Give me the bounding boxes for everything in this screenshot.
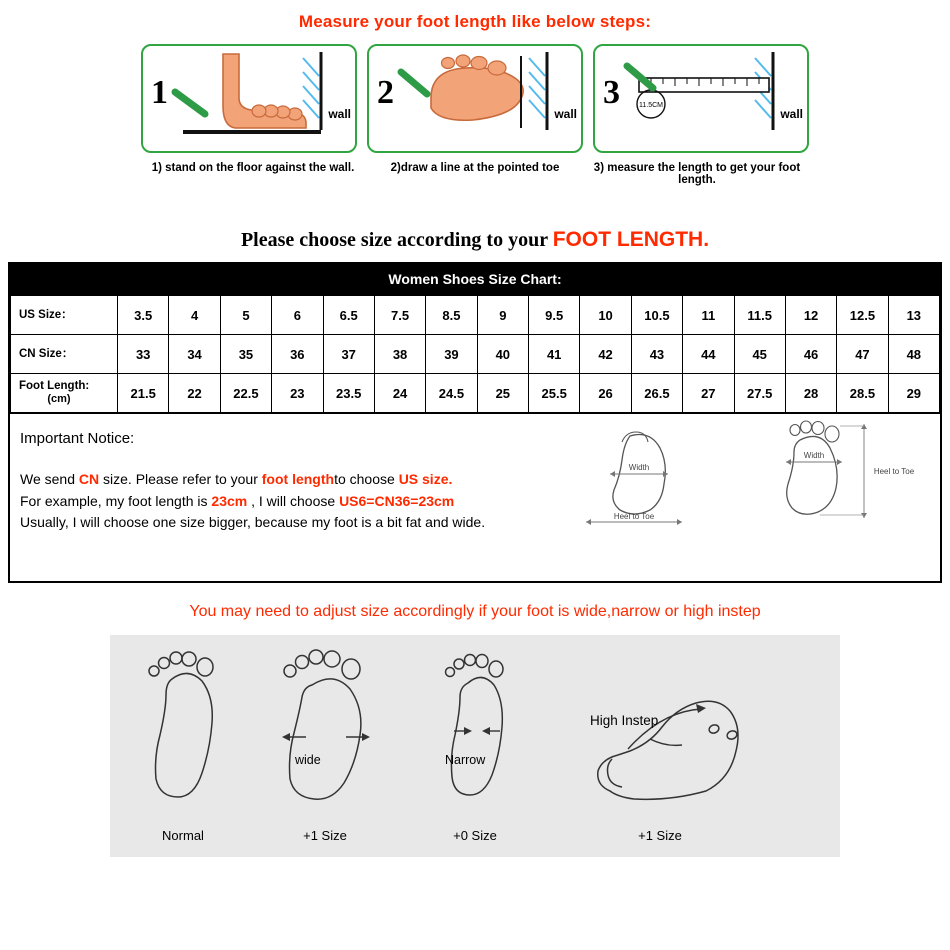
cell-us-0: 3.5: [118, 296, 169, 335]
cell-len-2: 22.5: [220, 374, 271, 413]
step-1-wall-label: wall: [328, 107, 351, 121]
cell-cn-15: 48: [888, 335, 939, 374]
cell-cn-13: 46: [785, 335, 836, 374]
step-3-illustration: [595, 46, 803, 147]
choose-size-heading: [0, 228, 950, 252]
cell-us-5: 7.5: [374, 296, 425, 335]
choose-size-highlight: FOOT LENGTH.: [552, 228, 710, 251]
table-row: [11, 374, 940, 413]
width-label-1: Width: [628, 463, 650, 472]
step-3-measure-value: 11.5CM: [639, 102, 663, 109]
cell-us-12: 11.5: [734, 296, 785, 335]
cell-cn-8: 41: [529, 335, 580, 374]
cell-len-13: 28: [785, 374, 836, 413]
cell-len-15: 29: [888, 374, 939, 413]
cell-len-5: 24: [374, 374, 425, 413]
row-label-us-size-text: US Size：: [19, 308, 73, 321]
cell-len-12: 27.5: [734, 374, 785, 413]
step-3-wall-label: wall: [780, 107, 803, 121]
cell-len-11: 27: [683, 374, 734, 413]
size-chart-title: Women Shoes Size Chart:: [10, 264, 940, 295]
row-label-foot-length: [11, 374, 118, 413]
notice-cn-token: CN: [78, 471, 100, 487]
row-label-foot-length-text: Foot Length:: [19, 379, 90, 392]
cell-us-14: 12.5: [837, 296, 888, 335]
foot-measure-diagram: [564, 418, 924, 543]
cell-cn-6: 39: [426, 335, 477, 374]
choose-size-prefix: Please choose size according to your: [240, 229, 553, 251]
step-3-number: 3: [603, 74, 620, 111]
row-label-foot-length-unit: (cm): [47, 393, 71, 406]
step-1-number: 1: [151, 74, 168, 111]
cell-us-4: 6.5: [323, 296, 374, 335]
heel-to-toe-label-1: Heel to Toe: [613, 512, 655, 521]
foot-types-illustration: [110, 639, 840, 839]
notice-example-length: 23cm: [211, 492, 248, 509]
foot-type-caption-high-instep: +1 Size: [638, 828, 682, 843]
cell-cn-11: 44: [683, 335, 734, 374]
notice-footlength-token: foot length: [261, 471, 335, 487]
notice-title: Important Notice:: [20, 430, 135, 447]
cell-len-9: 26: [580, 374, 631, 413]
adjust-title: You may need to adjust size accordingly if your foot is wide,narrow or high instep: [189, 603, 761, 620]
cell-us-2: 5: [220, 296, 271, 335]
width-label-2: Width: [803, 451, 825, 460]
cell-cn-12: 45: [734, 335, 785, 374]
cell-len-14: 28.5: [837, 374, 888, 413]
notice-line-3: Usually, I will choose one size bigger, because my foot is a bit fat and wide.: [20, 514, 486, 531]
cell-cn-9: 42: [580, 335, 631, 374]
step-2-caption: 2)draw a line at the pointed toe: [390, 162, 560, 174]
notice-l1-p2: size. Please refer to your: [99, 471, 262, 487]
notice-l1-p1: We send: [20, 471, 79, 487]
cell-cn-0: 33: [118, 335, 169, 374]
cell-cn-10: 43: [631, 335, 682, 374]
cell-cn-2: 35: [220, 335, 271, 374]
cell-us-9: 10: [580, 296, 631, 335]
heel-to-toe-label-2: Heel to Toe: [873, 467, 915, 476]
cell-us-13: 12: [785, 296, 836, 335]
measure-step-1: [141, 44, 357, 153]
measure-steps-row: [0, 44, 950, 153]
cell-len-1: 22: [169, 374, 220, 413]
cell-len-7: 25: [477, 374, 528, 413]
cell-us-11: 11: [683, 296, 734, 335]
row-label-cn-size: [11, 335, 118, 374]
cell-us-6: 8.5: [426, 296, 477, 335]
foot-type-caption-wide: +1 Size: [303, 828, 347, 843]
foot-type-caption-narrow: +0 Size: [453, 828, 497, 843]
foot-type-caption-normal: Normal: [162, 828, 204, 843]
notice-l2-p1: For example, my foot length is: [20, 492, 212, 509]
cell-len-10: 26.5: [631, 374, 682, 413]
cell-len-4: 23.5: [323, 374, 374, 413]
measure-title: Measure your foot length like below steps:: [298, 12, 652, 31]
measure-step-2: [367, 44, 583, 153]
high-instep-inner-label: High Instep: [590, 713, 659, 728]
step-1-illustration: [143, 46, 351, 147]
step-2-wall-label: wall: [554, 107, 577, 121]
size-chart-table: [10, 295, 940, 413]
step-2-number: 2: [377, 74, 394, 111]
step-3-caption: 3) measure the length to get your foot length.: [593, 162, 801, 186]
notice-example-equation: US6=CN36=23cm: [339, 492, 455, 509]
cell-cn-1: 34: [169, 335, 220, 374]
cell-us-8: 9.5: [529, 296, 580, 335]
table-row: [11, 335, 940, 374]
cell-cn-5: 38: [374, 335, 425, 374]
step-2-illustration: [369, 46, 577, 147]
cell-len-0: 21.5: [118, 374, 169, 413]
row-label-us-size: [11, 296, 118, 335]
cell-us-7: 9: [477, 296, 528, 335]
step-1-caption: 1) stand on the floor against the wall.: [151, 162, 355, 174]
notice-l2-p2: , I will choose: [247, 492, 340, 509]
cell-us-3: 6: [272, 296, 323, 335]
cell-len-3: 23: [272, 374, 323, 413]
cell-us-10: 10.5: [631, 296, 682, 335]
cell-cn-7: 40: [477, 335, 528, 374]
cell-len-8: 25.5: [529, 374, 580, 413]
cell-len-6: 24.5: [426, 374, 477, 413]
cell-cn-14: 47: [837, 335, 888, 374]
cell-cn-3: 36: [272, 335, 323, 374]
adjust-panel: [110, 635, 840, 857]
row-label-cn-size-text: CN Size：: [19, 347, 74, 360]
notice-l1-p3: to choose: [334, 471, 399, 487]
size-chart: [8, 262, 942, 583]
measure-step-3: [593, 44, 809, 153]
measure-captions-row: [0, 162, 950, 186]
table-row: [11, 296, 940, 335]
narrow-inner-label: Narrow: [445, 753, 486, 767]
wide-inner-label: wide: [295, 753, 321, 767]
cell-cn-4: 37: [323, 335, 374, 374]
important-notice: [10, 413, 940, 581]
cell-us-15: 13: [888, 296, 939, 335]
notice-ussize-token: US size.: [398, 471, 453, 487]
cell-us-1: 4: [169, 296, 220, 335]
